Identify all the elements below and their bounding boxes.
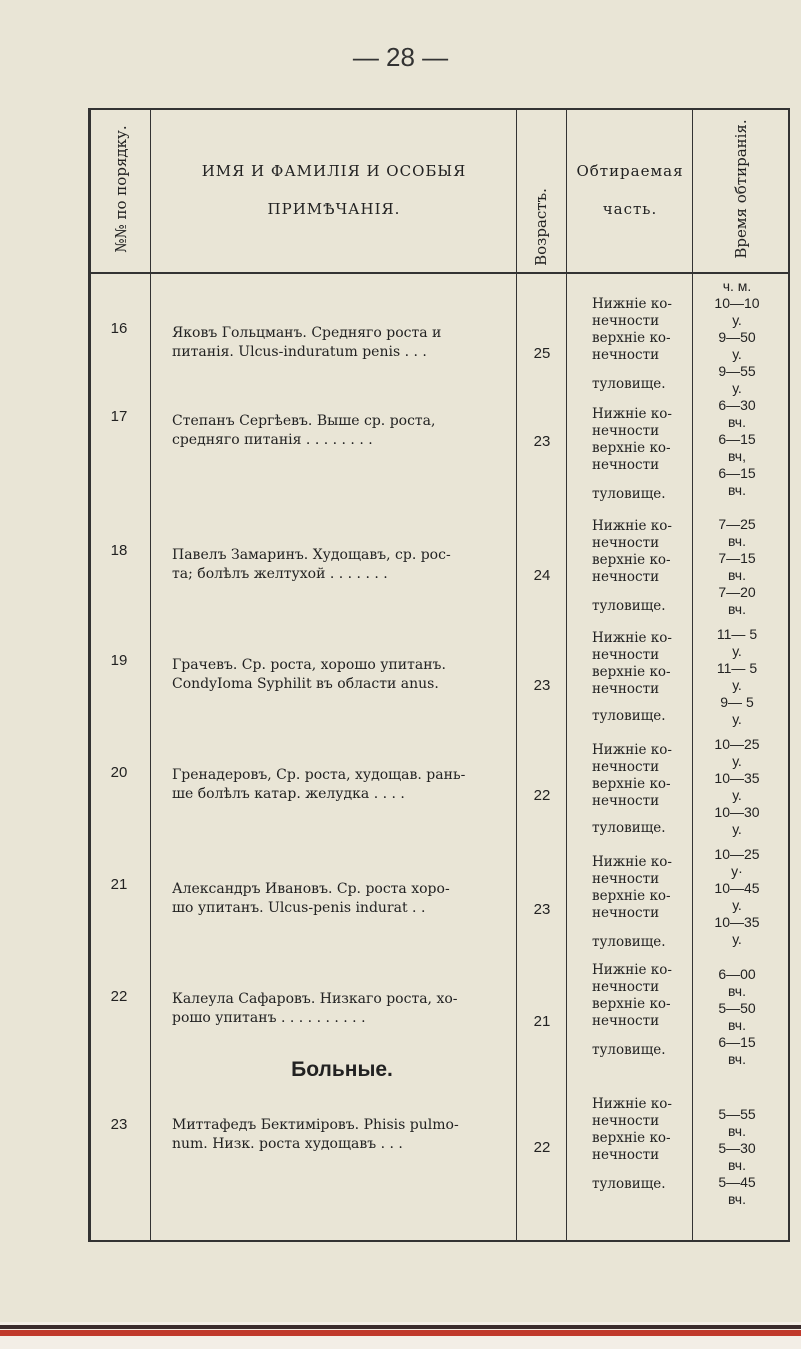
row-age: 22 [533,787,551,804]
time: 5—50 [718,1000,756,1016]
header-part-2: часть. [602,200,658,218]
page-edge [0,1322,801,1349]
time: вч. [728,601,746,617]
time: 5—30 [718,1140,756,1156]
row-number: 23 [110,1116,128,1133]
time: вч. [728,983,746,999]
time: у. [732,753,742,769]
header-time: Время обтиранiя. [732,119,750,259]
row-number: 22 [110,988,128,1005]
part: верхнiе ко- [592,440,671,456]
row-name-1: Степанъ Сергѣевъ. Выше ср. роста, [172,413,436,429]
row-name-2: num. Низк. роста худощавъ . . . [172,1136,403,1152]
time: 6—30 [718,397,756,413]
time: 7—25 [718,516,756,532]
time: вч. [728,1157,746,1173]
part: нечности [592,681,660,697]
time: 5—55 [718,1106,756,1122]
part: Нижнiе ко- [592,630,672,646]
time: 9—55 [718,363,756,379]
part: нечности [592,1013,660,1029]
time: у. [732,711,742,727]
time: 6—15 [718,465,756,481]
part: верхнiе ко- [592,552,671,568]
time: вч. [728,1017,746,1033]
time: вч. [728,414,746,430]
row-age: 23 [533,901,551,918]
part: верхнiе ко- [592,776,671,792]
edge-dark-line [0,1325,801,1329]
time: 10—35 [714,770,760,786]
part: нечности [592,647,660,663]
part: верхнiе ко- [592,664,671,680]
part: нечности [592,569,660,585]
time: 5—45 [718,1174,756,1190]
row-name-2: шо упитанъ. Ulcus-penis indurat . . [172,900,426,916]
time: вч. [728,533,746,549]
page-number: — 28 — [352,42,449,72]
part: нечности [592,793,660,809]
part: нечности [592,759,660,775]
time-units: ч. м. [722,278,752,294]
part: туловище. [592,1176,666,1192]
time: 9— 5 [720,694,754,710]
part: верхнiе ко- [592,888,671,904]
time: у. [732,821,742,837]
row-age: 24 [533,567,551,584]
time: 10—30 [714,804,760,820]
part: верхнiе ко- [592,996,671,1012]
time: вч. [728,1051,746,1067]
part: верхнiе ко- [592,330,671,346]
header-name-1: ИМЯ И ФАМИЛIЯ И ОСОБЫЯ [201,162,467,180]
row-number: 20 [110,764,128,781]
row-number: 16 [110,320,128,337]
time: вч. [728,1191,746,1207]
row-name-2: питанiя. Ulcus-indurаtum penis . . . [172,344,427,360]
time: 10—45 [714,880,760,896]
time: у. [732,787,742,803]
time: у. [732,346,742,362]
row-age: 22 [533,1139,551,1156]
time: вч. [728,482,746,498]
row-number: 17 [110,408,128,425]
time: 10—25 [714,846,760,862]
row-number: 19 [110,652,128,669]
part: Нижнiе ко- [592,406,672,422]
part: нечности [592,313,660,329]
part: туловище. [592,598,666,614]
part: Нижнiе ко- [592,742,672,758]
header-name-2: ПРИМѢЧАНIЯ. [267,200,401,218]
row-name-2: рошо упитанъ . . . . . . . . . . [172,1010,366,1026]
row-number: 21 [110,876,128,893]
part: туловище. [592,708,666,724]
time: 7—20 [718,584,756,600]
row-age: 23 [533,433,551,450]
time: 10—10 [714,295,760,311]
time: 7—15 [718,550,756,566]
part: нечности [592,1147,660,1163]
time: у. [732,312,742,328]
time: вч, [728,448,746,464]
header-age: Возрастъ. [532,188,550,266]
time: у· [731,863,743,879]
header-part-1: Обтираемая [576,162,684,180]
time: 6—15 [718,431,756,447]
part: верхнiе ко- [592,1130,671,1146]
row-name-1: Грачевъ. Ср. роста, хорошо упитанъ. [172,657,446,673]
row-name-1: Павелъ Замаринъ. Худощавъ, ср. рос- [172,547,451,563]
part: туловище. [592,1042,666,1058]
time: у. [732,897,742,913]
row-number: 18 [110,542,128,559]
part: туловище. [592,376,666,392]
part: нечности [592,905,660,921]
row-name-2: ше болѣлъ катар. желудка . . . . [172,786,405,802]
time: 6—15 [718,1034,756,1050]
row-name-1: Калеула Сафаровъ. Низкаго роста, хо- [172,991,458,1007]
section-label: Больные. [291,1058,393,1081]
part: туловище. [592,820,666,836]
header-number: №№ по порядку. [112,125,130,253]
time: у. [732,380,742,396]
row-name-1: Александръ Ивановъ. Ср. роста хоро- [172,881,450,897]
part: нечности [592,457,660,473]
row-name-1: Миттафедъ Бектимiровъ. Phisis pulmo- [172,1117,459,1133]
time: 6—00 [718,966,756,982]
part: туловище. [592,486,666,502]
edge-red-line [0,1330,801,1336]
row-age: 21 [533,1013,551,1030]
part: Нижнiе ко- [592,1096,672,1112]
part: нечности [592,535,660,551]
time: 10—35 [714,914,760,930]
part: нечности [592,347,660,363]
part: Нижнiе ко- [592,518,672,534]
time: вч. [728,567,746,583]
time: вч. [728,1123,746,1139]
row-age: 25 [533,345,551,362]
time: 11— 5 [716,626,758,642]
time: у. [732,677,742,693]
time: у. [732,643,742,659]
row-name-1: Гренадеровъ, Ср. роста, худощав. рань- [172,767,466,783]
row-age: 23 [533,677,551,694]
row-name-2: CondyIoma Syphilit въ области anus. [172,676,439,692]
part: нечности [592,979,660,995]
time: 11— 5 [716,660,758,676]
part: нечности [592,871,660,887]
time: 9—50 [718,329,756,345]
part: нечности [592,423,660,439]
row-name-2: та; болѣлъ желтухой . . . . . . . [172,566,388,582]
part: нечности [592,1113,660,1129]
row-name-2: средняго питанiя . . . . . . . . [172,432,373,448]
part: Нижнiе ко- [592,962,672,978]
time: 10—25 [714,736,760,752]
part: Нижнiе ко- [592,296,672,312]
part: туловище. [592,934,666,950]
row-name-1: Яковъ Гольцманъ. Средняго роста и [172,325,442,341]
part: Нижнiе ко- [592,854,672,870]
time: у. [732,931,742,947]
